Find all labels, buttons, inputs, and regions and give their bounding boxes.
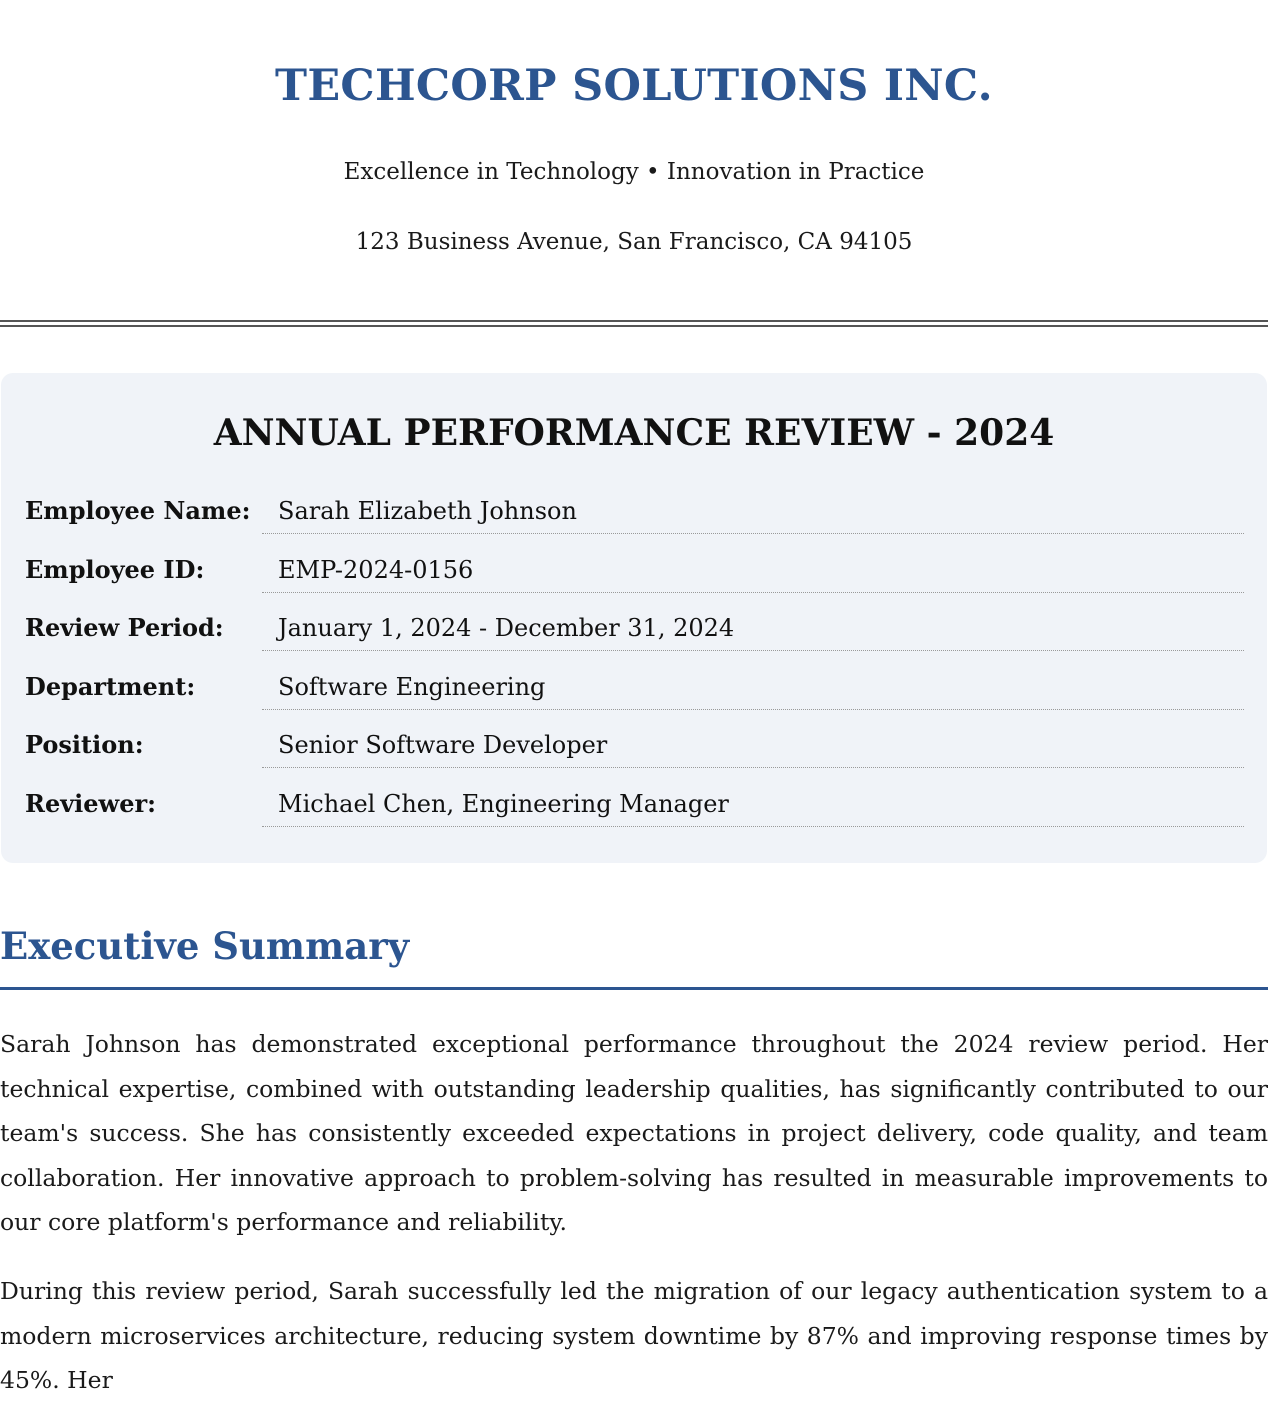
review-title: ANNUAL PERFORMANCE REVIEW - 2024 [213,412,1055,454]
info-value-field [262,670,1244,710]
info-label: Employee ID: [25,555,205,584]
info-label: Department: [25,672,196,701]
section-divider [0,987,1268,990]
info-row-review-period [0,611,1268,669]
company-name: TECHCORP SOLUTIONS INC. [275,61,993,111]
info-label: Position: [25,730,144,759]
info-row-reviewer [0,787,1268,845]
info-row-position [0,728,1268,786]
company-tagline: Excellence in Technology • Innovation in Practice [343,159,925,185]
info-value: January 1, 2024 - December 31, 2024 [278,614,735,642]
info-row-employee-id [0,553,1268,611]
info-label: Reviewer: [25,789,156,818]
letterhead-divider [0,320,1268,327]
info-value: Michael Chen, Engineering Manager [278,790,729,818]
info-value-field [262,611,1244,651]
info-value: EMP-2024-0156 [278,556,474,584]
info-label: Review Period: [25,613,224,642]
info-label: Employee Name: [25,496,251,525]
info-value-field [262,728,1244,768]
info-value: Senior Software Developer [278,731,608,759]
section-heading-executive-summary: Executive Summary [0,924,410,968]
summary-paragraph: During this review period, Sarah successfully led the migration of our legacy authentication system to a modern microservices architecture, reducing system downtime by 87% and improving response times by 45%. Her [0,1277,1268,1394]
info-value-field [262,494,1244,534]
info-value-field [262,553,1244,593]
info-value: Software Engineering [278,673,546,701]
info-value: Sarah Elizabeth Johnson [278,497,577,525]
info-row-employee-name [0,494,1268,552]
info-value-field [262,787,1244,827]
info-row-department [0,670,1268,728]
summary-paragraph: Sarah Johnson has demonstrated exceptional performance throughout the 2024 review period. Her technical expertise, combined with outstanding leadership qualities, has significantly contributed to our team's success. She has consistently exceeded expectations in project delivery, code quality, and team collaboration. Her innovative approach to problem-solving has resulted in measurable improvements to our core platform's performance and reliability. [0,1030,1268,1236]
company-address: 123 Business Avenue, San Francisco, CA 94105 [355,229,913,255]
